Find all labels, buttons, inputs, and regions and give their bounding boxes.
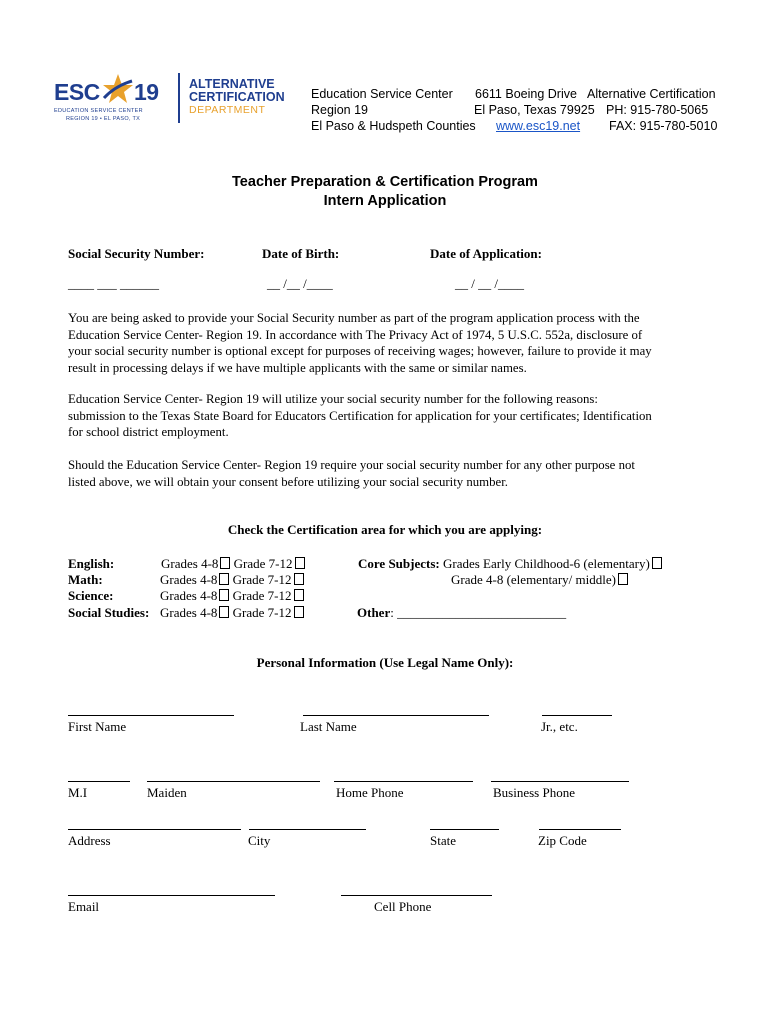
mi-label: M.I — [68, 785, 88, 800]
doa-label: Date of Application: — [430, 246, 542, 261]
zip-field[interactable] — [539, 829, 621, 830]
city-label: City — [248, 833, 271, 848]
header-dept: Alternative Certification — [587, 87, 716, 101]
maiden-field[interactable] — [147, 781, 320, 782]
business-phone-label: Business Phone — [493, 785, 575, 800]
cell-phone-field[interactable] — [341, 895, 492, 896]
logo-department: DEPARTMENT — [189, 104, 266, 116]
core-subjects-row: Core Subjects: Grades Early Childhood-6 (elementary) — [358, 556, 662, 572]
math-options: Grades 4-8 Grade 7-12 — [160, 572, 304, 588]
zip-label: Zip Code — [538, 833, 587, 848]
last-name-field[interactable] — [303, 715, 489, 716]
page-subtitle: Intern Application — [323, 193, 447, 209]
science-4-8-checkbox[interactable] — [219, 589, 229, 601]
core-ec6-checkbox[interactable] — [652, 557, 662, 569]
header-org-line3: El Paso & Hudspeth Counties — [311, 119, 476, 133]
social-studies-4-8-checkbox[interactable] — [219, 606, 229, 618]
other-row: Other: __________________________ — [357, 605, 567, 620]
home-phone-field[interactable] — [334, 781, 473, 782]
cert-heading: Check the Certification area for which you are applying: — [227, 522, 543, 537]
math-7-12-checkbox[interactable] — [294, 573, 304, 585]
personal-heading: Personal Information (Use Legal Name Only): — [256, 655, 514, 670]
core-4-8-row: Grade 4-8 (elementary/ middle) — [451, 572, 628, 588]
consent-paragraph: Should the Education Service Center- Region 19 require your social security number for any other purpose not listed above, we will obtain your consent before utilizing your social security number. — [68, 458, 635, 489]
email-field[interactable] — [68, 895, 275, 896]
state-label: State — [430, 833, 456, 848]
page-title: Teacher Preparation & Certification Program — [232, 174, 538, 190]
social-studies-options: Grades 4-8 Grade 7-12 — [160, 605, 304, 621]
logo-certification: CERTIFICATION — [189, 90, 285, 104]
city-field[interactable] — [249, 829, 366, 830]
logo-alternative: ALTERNATIVE — [189, 77, 275, 91]
privacy-paragraph: You are being asked to provide your Social Security number as part of the program application process with the Education Service Center- Region 19. In accordance with The Privacy Act of 1974, 5 U.S.C. 552a, disclosure of your social security number is optional except for purposes of receiving wages; however, failure to provide it may result in processing delays if we have multiple applicants with the same or similar names. — [68, 311, 652, 375]
logo-divider — [178, 73, 180, 123]
cell-phone-label: Cell Phone — [374, 899, 432, 914]
math-4-8-checkbox[interactable] — [219, 573, 229, 585]
other-field[interactable]: __________________________ — [397, 605, 567, 620]
english-7-12-checkbox[interactable] — [295, 557, 305, 569]
subject-english: English: — [68, 556, 115, 571]
ssn-field[interactable]: ____ ___ ______ — [68, 276, 159, 291]
first-name-field[interactable] — [68, 715, 234, 716]
maiden-label: Maiden — [147, 785, 187, 800]
first-name-label: First Name — [68, 719, 127, 734]
subject-math: Math: — [68, 572, 103, 587]
suffix-label: Jr., etc. — [541, 719, 578, 734]
ssn-label: Social Security Number: — [68, 246, 205, 261]
business-phone-field[interactable] — [491, 781, 629, 782]
mi-field[interactable] — [68, 781, 130, 782]
doa-field[interactable]: __ / __ /____ — [455, 276, 524, 291]
email-label: Email — [68, 899, 100, 914]
header-fax: FAX: 915-780-5010 — [609, 119, 718, 133]
subject-social-studies: Social Studies: — [68, 605, 150, 620]
home-phone-label: Home Phone — [336, 785, 404, 800]
core-4-8-checkbox[interactable] — [618, 573, 628, 585]
address-field[interactable] — [68, 829, 241, 830]
address-label: Address — [68, 833, 111, 848]
logo-esc-text: ESC — [54, 79, 100, 105]
science-options: Grades 4-8 Grade 7-12 — [160, 588, 304, 604]
usage-paragraph: Education Service Center- Region 19 will utilize your social security number for the following reasons: submission to the Texas State Board for Educators Certification for application for your certificates; Identification for school district employment. — [68, 392, 652, 439]
social-studies-7-12-checkbox[interactable] — [294, 606, 304, 618]
header-org-line2: Region 19 — [311, 103, 368, 117]
header-org-line1: Education Service Center — [311, 87, 453, 101]
state-field[interactable] — [430, 829, 499, 830]
logo-subtitle-1: EDUCATION SERVICE CENTER — [54, 108, 143, 114]
logo-number: 19 — [134, 79, 159, 105]
english-4-8-checkbox[interactable] — [220, 557, 230, 569]
header-phone: PH: 915-780-5065 — [606, 103, 709, 117]
subject-science: Science: — [68, 588, 114, 603]
header-city: El Paso, Texas 79925 — [474, 103, 595, 117]
header-street: 6611 Boeing Drive — [475, 87, 577, 101]
star-icon — [101, 72, 135, 106]
english-options: Grades 4-8 Grade 7-12 — [161, 556, 305, 572]
dob-field[interactable]: __ /__ /____ — [267, 276, 333, 291]
suffix-field[interactable] — [542, 715, 612, 716]
website-link[interactable]: www.esc19.net — [496, 119, 581, 133]
logo-subtitle-2: REGION 19 • EL PASO, TX — [66, 116, 141, 122]
dob-label: Date of Birth: — [262, 246, 340, 261]
science-7-12-checkbox[interactable] — [294, 589, 304, 601]
last-name-label: Last Name — [300, 719, 357, 734]
